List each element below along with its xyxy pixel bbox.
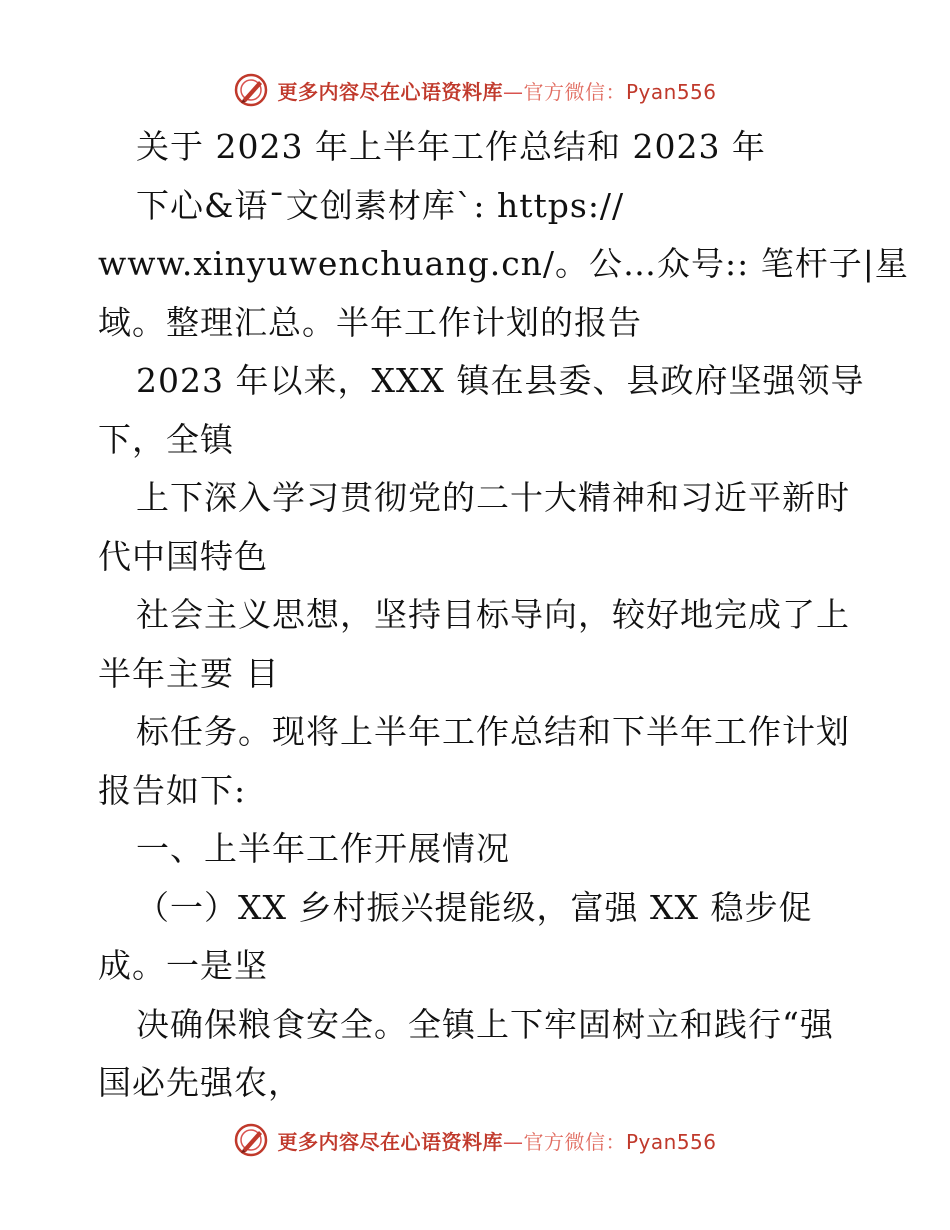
document-body	[98, 118, 909, 1113]
watermark-dash: —	[502, 79, 524, 104]
doc-line: 下，全镇	[98, 419, 234, 459]
doc-line: 社会主义思想，坚持目标导向，较好地完成了上	[136, 595, 850, 634]
watermark-part1: 更多内容尽在心语资料库	[277, 79, 503, 104]
watermark-part2: 官方微信：	[523, 1129, 626, 1154]
doc-line: 域。整理汇总。半年工作计划的报告	[98, 302, 642, 342]
pen-logo-icon	[233, 72, 269, 108]
doc-line: 成。一是坚	[98, 946, 268, 985]
watermark-text	[277, 76, 716, 105]
subsection-heading: （一）XX 乡村振兴提能级，富强 XX 稳步促	[136, 887, 813, 927]
doc-line: 国必先强农，	[98, 1063, 302, 1102]
watermark-part1: 更多内容尽在心语资料库	[277, 1129, 503, 1154]
watermark-part2: 官方微信：	[523, 79, 626, 104]
doc-line: 标任务。现将上半年工作总结和下半年工作计划	[136, 712, 850, 751]
pen-logo-icon	[233, 1122, 269, 1158]
watermark-dash: —	[502, 1129, 524, 1154]
doc-line: 2023 年以来，XXX 镇在县委、县政府坚强领导	[136, 361, 865, 400]
doc-line: 下心&语¯文创素材库`: https://	[136, 185, 625, 225]
header-watermark-banner	[0, 68, 950, 112]
doc-line: www.xinyuwenchuang.cn/。公…众号:: 笔杆子|星	[98, 244, 909, 283]
doc-line: 代中国特色	[98, 536, 268, 576]
watermark-text	[277, 1126, 716, 1155]
doc-line: 上下深入学习贯彻党的二十大精神和习近平新时	[136, 478, 850, 517]
section-heading: 一、上半年工作开展情况	[136, 829, 510, 868]
doc-line: 报告如下:	[98, 770, 247, 810]
doc-line: 关于 2023 年上半年工作总结和 2023 年	[136, 127, 766, 166]
footer-watermark-banner	[0, 1118, 950, 1162]
watermark-wechat-id: Pyan556	[625, 1129, 717, 1154]
doc-line: 半年主要 目	[98, 653, 280, 693]
doc-line: 决确保粮食安全。全镇上下牢固树立和践行“强	[136, 1004, 834, 1044]
watermark-wechat-id: Pyan556	[625, 79, 717, 104]
